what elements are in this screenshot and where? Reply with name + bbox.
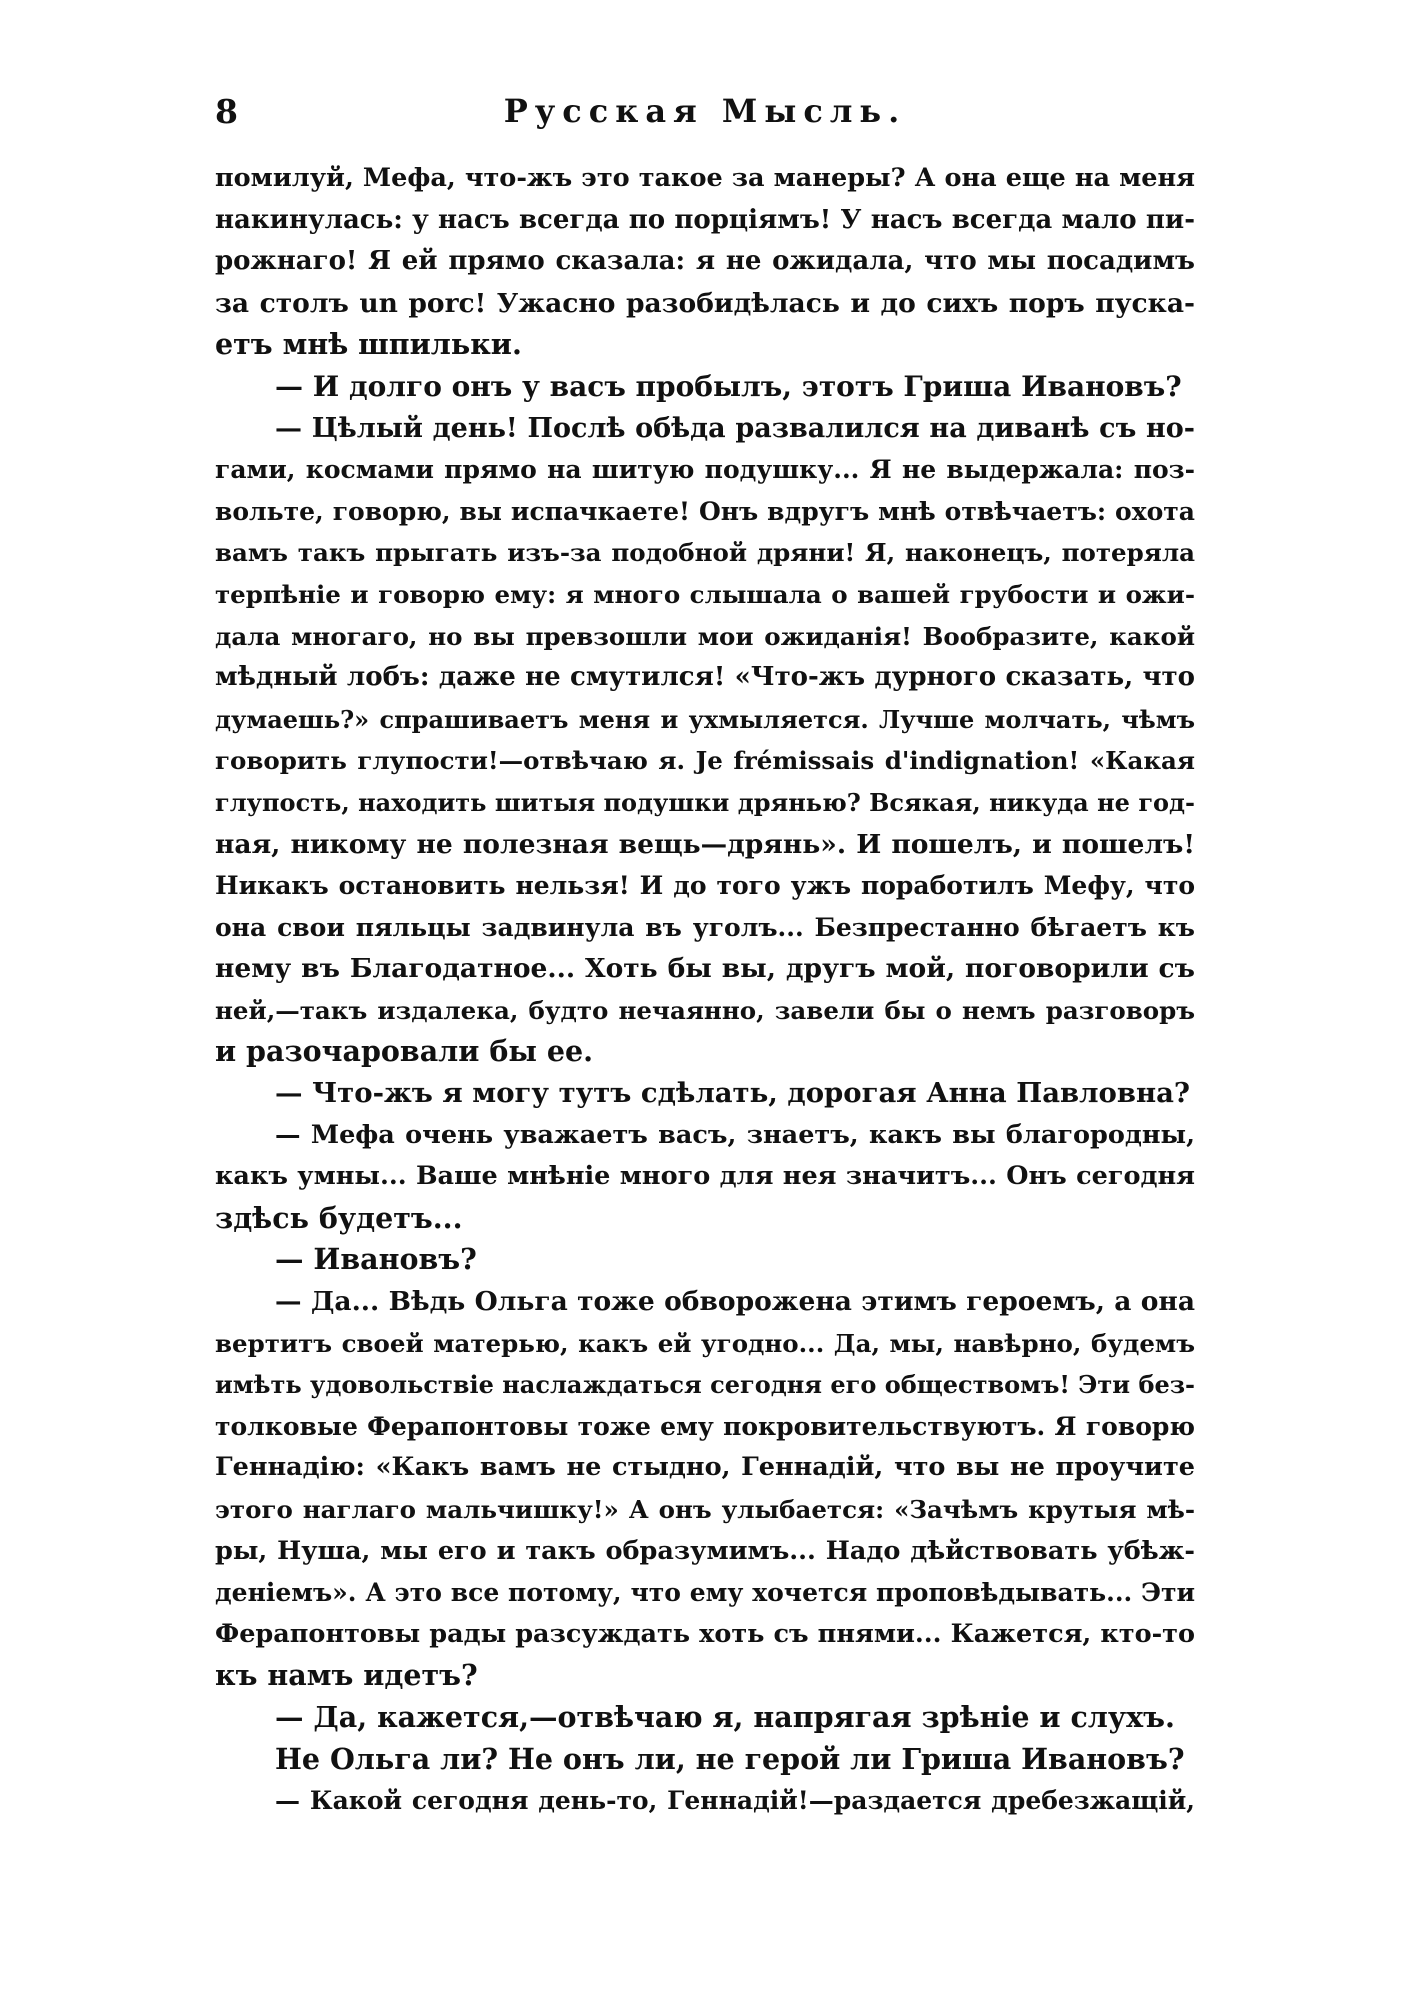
text-line: — Ивановъ?	[275, 1242, 477, 1277]
text-line: помилуй, Мефа, что-жъ это такое за манеры? А она еще на меня	[215, 163, 1195, 193]
text-line: Не Ольга ли? Не онъ ли, не герой ли Гриша Ивановъ?	[275, 1741, 1185, 1776]
text-line: рожнаго! Я ей прямо сказала: я не ожидала, что мы посадимъ	[215, 246, 1195, 277]
text-line: — Мефа очень уважаетъ васъ, знаетъ, какъ вы благородны,	[275, 1119, 1195, 1150]
page-header	[215, 92, 1195, 142]
text-line: ры, Нуша, мы его и такъ образумимъ... Надо дѣйствовать убѣж-	[215, 1535, 1195, 1566]
text-line: глупость, находить шитыя подушки дрянью? Всякая, никуда не год-	[215, 787, 1195, 817]
text-line: какъ умны... Ваше мнѣніе много для нея значитъ... Онъ сегодня	[215, 1161, 1195, 1192]
text-line: Никакъ остановить нельзя! И до того ужъ поработилъ Мефу, что	[215, 871, 1195, 901]
running-title: Русская Мысль.	[503, 92, 907, 130]
body-text	[215, 158, 1195, 1822]
text-line: къ намъ идетъ?	[215, 1658, 478, 1693]
text-line: думаешь?» спрашиваетъ меня и ухмыляется. Лучше молчать, чѣмъ	[215, 704, 1195, 734]
text-line: говорить глупости!—отвѣчаю я. Je frémissais d'indignation! «Какая	[215, 746, 1195, 776]
text-line: терпѣніе и говорю ему: я много слышала о вашей грубости и ожи-	[215, 579, 1195, 609]
text-line: здѣсь будетъ...	[215, 1200, 463, 1235]
text-line: — Да... Вѣдь Ольга тоже обворожена этимъ героемъ, а она	[275, 1286, 1195, 1318]
text-line: ная, никому не полезная вещь—дрянь». И пошелъ, и пошелъ!	[215, 828, 1195, 860]
text-line: вольте, говорю, вы испачкаете! Онъ вдругъ мнѣ отвѣчаетъ: охота	[215, 496, 1195, 526]
text-line: деніемъ». А это все потому, что ему хочется проповѣдывать... Эти	[215, 1578, 1195, 1608]
text-line: накинулась: у насъ всегда по порціямъ! У насъ всегда мало пи-	[215, 204, 1195, 235]
text-line: имѣть удовольствіе наслаждаться сегодня его обществомъ! Эти без-	[215, 1370, 1195, 1400]
text-line: — Цѣлый день! Послѣ обѣда развалился на диванѣ съ но-	[275, 412, 1195, 444]
text-line: и разочаровали бы ее.	[215, 1034, 594, 1069]
text-line: вамъ такъ прыгать изъ-за подобной дряни! Я, наконецъ, потеряла	[215, 538, 1195, 568]
text-line: за столъ un porc! Ужасно разобидѣлась и до сихъ поръ пуска-	[215, 287, 1195, 319]
text-line: етъ мнѣ шпильки.	[215, 327, 522, 362]
text-line: толковые Ферапонтовы тоже ему покровительствуютъ. Я говорю	[215, 1411, 1195, 1441]
text-line: нему въ Благодатное... Хоть бы вы, другъ мой, поговорили съ	[215, 953, 1195, 985]
text-line: этого наглаго мальчишку!» А онъ улыбается: «Зачѣмъ крутыя мѣ-	[215, 1495, 1195, 1524]
text-line: — И долго онъ у васъ пробылъ, этотъ Гриша Ивановъ?	[275, 369, 1182, 403]
text-line: Геннадію: «Какъ вамъ не стыдно, Геннадій, что вы не проучите	[215, 1452, 1195, 1483]
text-line: Ферапонтовы рады разсуждать хоть съ пнями... Кажется, кто-то	[215, 1618, 1195, 1649]
page-number: 8	[215, 92, 238, 131]
text-line: дала многаго, но вы превзошли мои ожиданія! Вообразите, какой	[215, 621, 1195, 651]
text-line: — Что-жъ я могу тутъ сдѣлать, дорогая Анна Павловна?	[275, 1077, 1191, 1110]
text-line: — Какой сегодня день-то, Геннадій!—раздается дребезжащій,	[275, 1786, 1195, 1816]
text-line: вертитъ своей матерью, какъ ей угодно... Да, мы, навѣрно, будемъ	[215, 1328, 1195, 1358]
text-line: ней,—такъ издалека, будто нечаянно, завели бы о немъ разговоръ	[215, 995, 1195, 1025]
text-line: она свои пяльцы задвинула въ уголъ... Безпрестанно бѣгаетъ къ	[215, 912, 1195, 942]
text-line: мѣдный лобъ: даже не смутился! «Что-жъ дурного сказать, что	[215, 662, 1195, 693]
text-line: гами, космами прямо на шитую подушку... Я не выдержала: поз-	[215, 455, 1195, 485]
text-line: — Да, кажется,—отвѣчаю я, напрягая зрѣніе и слухъ.	[275, 1699, 1175, 1734]
